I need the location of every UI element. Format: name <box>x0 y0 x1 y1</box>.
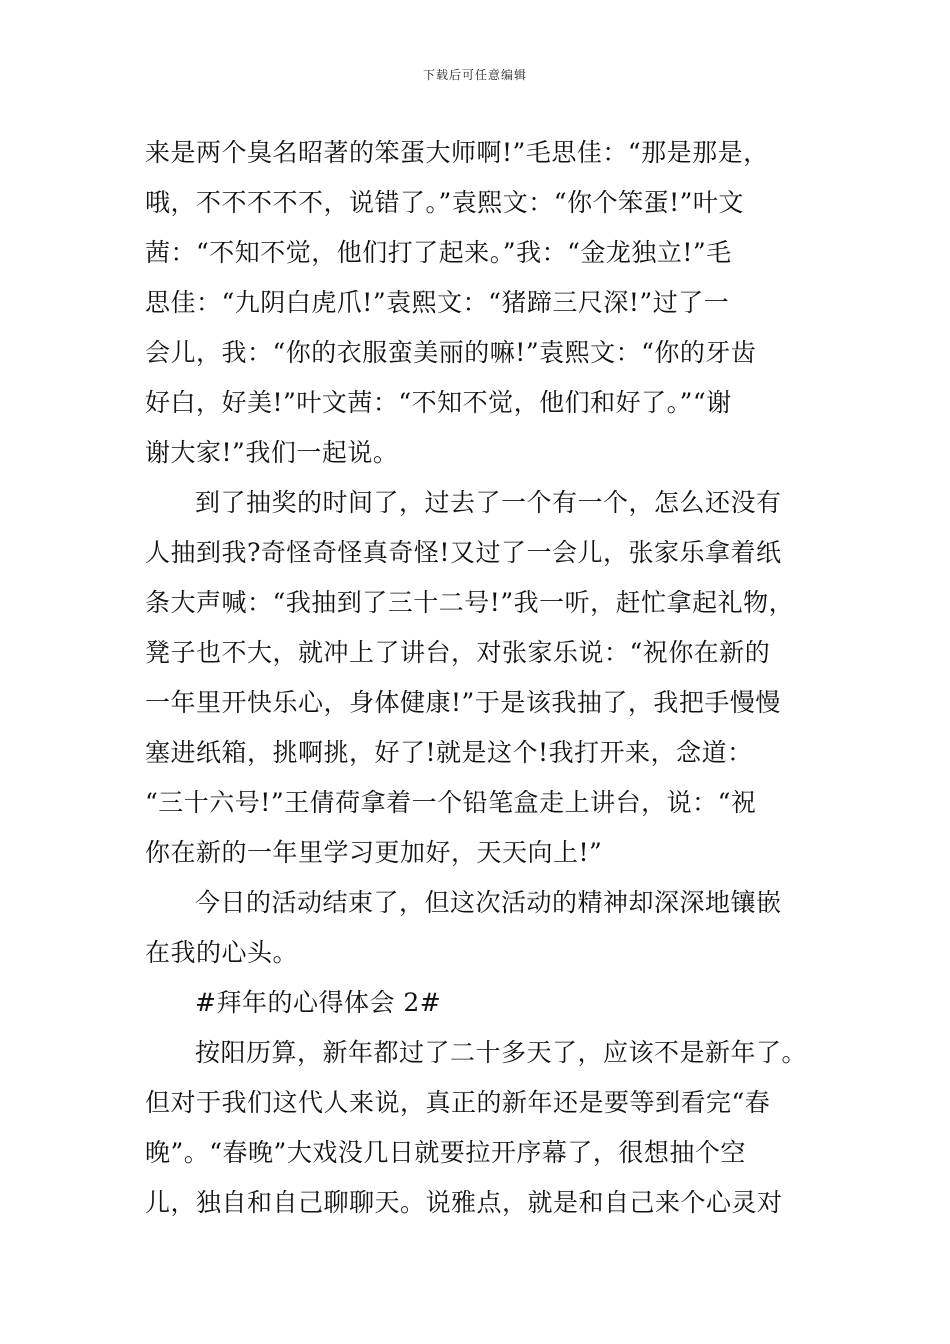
text-line: 在我的心头。 <box>145 938 299 967</box>
text-line: 但对于我们这代人来说，真正的新年还是要等到看完“春 <box>145 1088 771 1117</box>
text-line: 茜：“不知不觉，他们打了起来。”我：“金龙独立!”毛 <box>145 238 732 267</box>
text-line: 哦，不不不不不，说错了。”袁熙文：“你个笨蛋!”叶文 <box>145 188 744 217</box>
paragraph-start-line: 到了抽奖的时间了，过去了一个有一个，怎么还没有 <box>195 488 782 517</box>
text-line: 儿，独自和自己聊聊天。说雅点，就是和自己来个心灵对 <box>145 1188 783 1217</box>
paragraph-start-line: 按阳历算，新年都过了二十多天了，应该不是新年了。 <box>195 1038 808 1067</box>
text-line: 谢大家!”我们一起说。 <box>145 438 399 467</box>
section-heading: #拜年的心得体会 2# <box>195 988 442 1017</box>
page-header: 下载后可任意编辑 <box>422 68 527 82</box>
text-line: 思佳：“九阴白虎爪!”袁熙文：“猪蹄三尺深!”过了一 <box>145 288 730 317</box>
text-line: 凳子也不大，就冲上了讲台，对张家乐说：“祝你在新的 <box>145 638 771 667</box>
text-line: 你在新的一年里学习更加好，天天向上!” <box>145 838 603 867</box>
text-line: 晚”。“春晚”大戏没几日就要拉开序幕了，很想抽个空 <box>145 1138 746 1167</box>
text-line: 人抽到我?奇怪奇怪真奇怪!又过了一会儿，张家乐拿着纸 <box>145 538 782 567</box>
text-line: 会儿，我：“你的衣服蛮美丽的嘛!”袁熙文：“你的牙齿 <box>145 338 757 367</box>
text-line: 条大声喊：“我抽到了三十二号!”我一听，赶忙拿起礼物， <box>145 588 795 617</box>
paragraph-start-line: 今日的活动结束了，但这次活动的精神却深深地镶嵌 <box>195 888 782 917</box>
text-line: 塞进纸箱，挑啊挑，好了!就是这个!我打开来，念道： <box>145 738 753 767</box>
text-line: 好白，好美!”叶文茜：“不知不觉，他们和好了。”“谢 <box>145 388 732 417</box>
text-line: 来是两个臭名昭著的笨蛋大师啊!”毛思佳：“那是那是， <box>145 138 769 167</box>
body-text <box>145 128 825 1228</box>
text-line: 一年里开快乐心，身体健康!”于是该我抽了，我把手慢慢 <box>145 688 781 717</box>
text-line: “三十六号!”王倩荷拿着一个铅笔盒走上讲台，说：“祝 <box>145 788 757 817</box>
